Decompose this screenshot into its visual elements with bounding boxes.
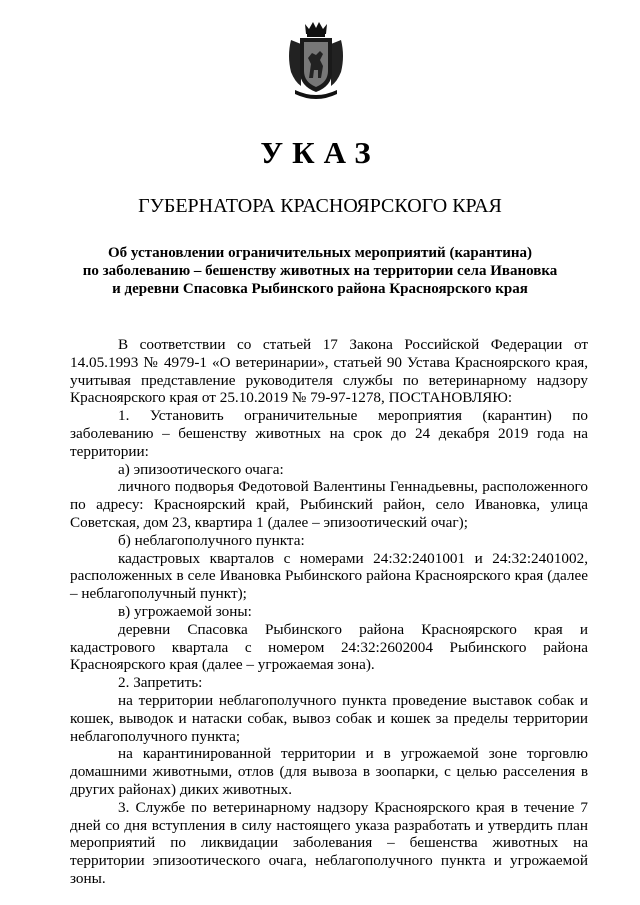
issuer-title: ГУБЕРНАТОРА КРАСНОЯРСКОГО КРАЯ <box>138 195 502 217</box>
body-paragraph: б) неблагополучного пункта: <box>118 531 305 549</box>
body-paragraph: в) угрожаемой зоны: <box>118 602 252 620</box>
document-title: УКАЗ <box>260 135 380 170</box>
document-subject <box>60 244 580 298</box>
body-paragraph: кадастровых кварталов с номерами 24:32:2401001 и 24:32:2401002, расположенных в селе Ивановка Рыбинского района Красноярского края (далее – неблагополучный пункт); <box>70 549 588 603</box>
body-paragraph: 1. Установить ограничительные мероприятия (карантин) по заболеванию – бешенству животных на срок до 24 декабря 2019 года на территории: <box>70 407 588 460</box>
body-paragraph: 3. Службе по ветеринарному надзору Красноярского края в течение 7 дней со дня вступления в силу настоящего указа разработать и утвердить план мероприятий по ликвидации заболевания – бешенства животных на территории эпизоотического очага, неблагополучного пункта и угрожаемой зоны. <box>70 798 588 887</box>
subject-line: Об установлении ограничительных мероприятий (карантина) <box>107 245 532 261</box>
body-paragraph: на территории неблагополучного пункта проведение выставок собак и кошек, выводок и натаски собак, вывоз собак и кошек за пределы территории неблагополучного пункта; <box>70 691 588 745</box>
coat-of-arms-emblem <box>285 20 347 102</box>
subject-line: и деревни Спасовка Рыбинского района Красноярского края <box>112 281 528 297</box>
subject-line: по заболеванию – бешенству животных на территории села Ивановка <box>82 263 558 279</box>
body-paragraph: личного подворья Федотовой Валентины Геннадьевны, расположенного по адресу: Красноярский край, Рыбинский район, село Ивановка, улица Советская, дом 23, квартира 1 (далее – эпизоотический очаг); <box>70 478 588 531</box>
body-paragraph: 2. Запретить: <box>118 674 203 692</box>
body-paragraph: В соответствии со статьей 17 Закона Российской Федерации от 14.05.1993 № 4979-1 «О ветеринарии», статьей 90 Устава Красноярского края, учитывая представление руководителя службы по ветеринарному надзору Красноярского края от 25.10.2019 № 79-97-1278, ПОСТАНОВЛЯЮ: <box>70 336 588 407</box>
body-paragraph: деревни Спасовка Рыбинского района Красноярского края и кадастрового квартала с номером 24:32:2602004 Рыбинского района Красноярского края (далее – угрожаемая зона). <box>70 620 588 674</box>
body-paragraph: на карантинированной территории и в угрожаемой зоне торговлю домашними животными, отлов (для вывоза в зоопарки, с целью расселения в других районах) диких животных. <box>70 745 588 798</box>
body-paragraph: а) эпизоотического очага: <box>118 460 284 478</box>
document-body <box>70 336 588 888</box>
